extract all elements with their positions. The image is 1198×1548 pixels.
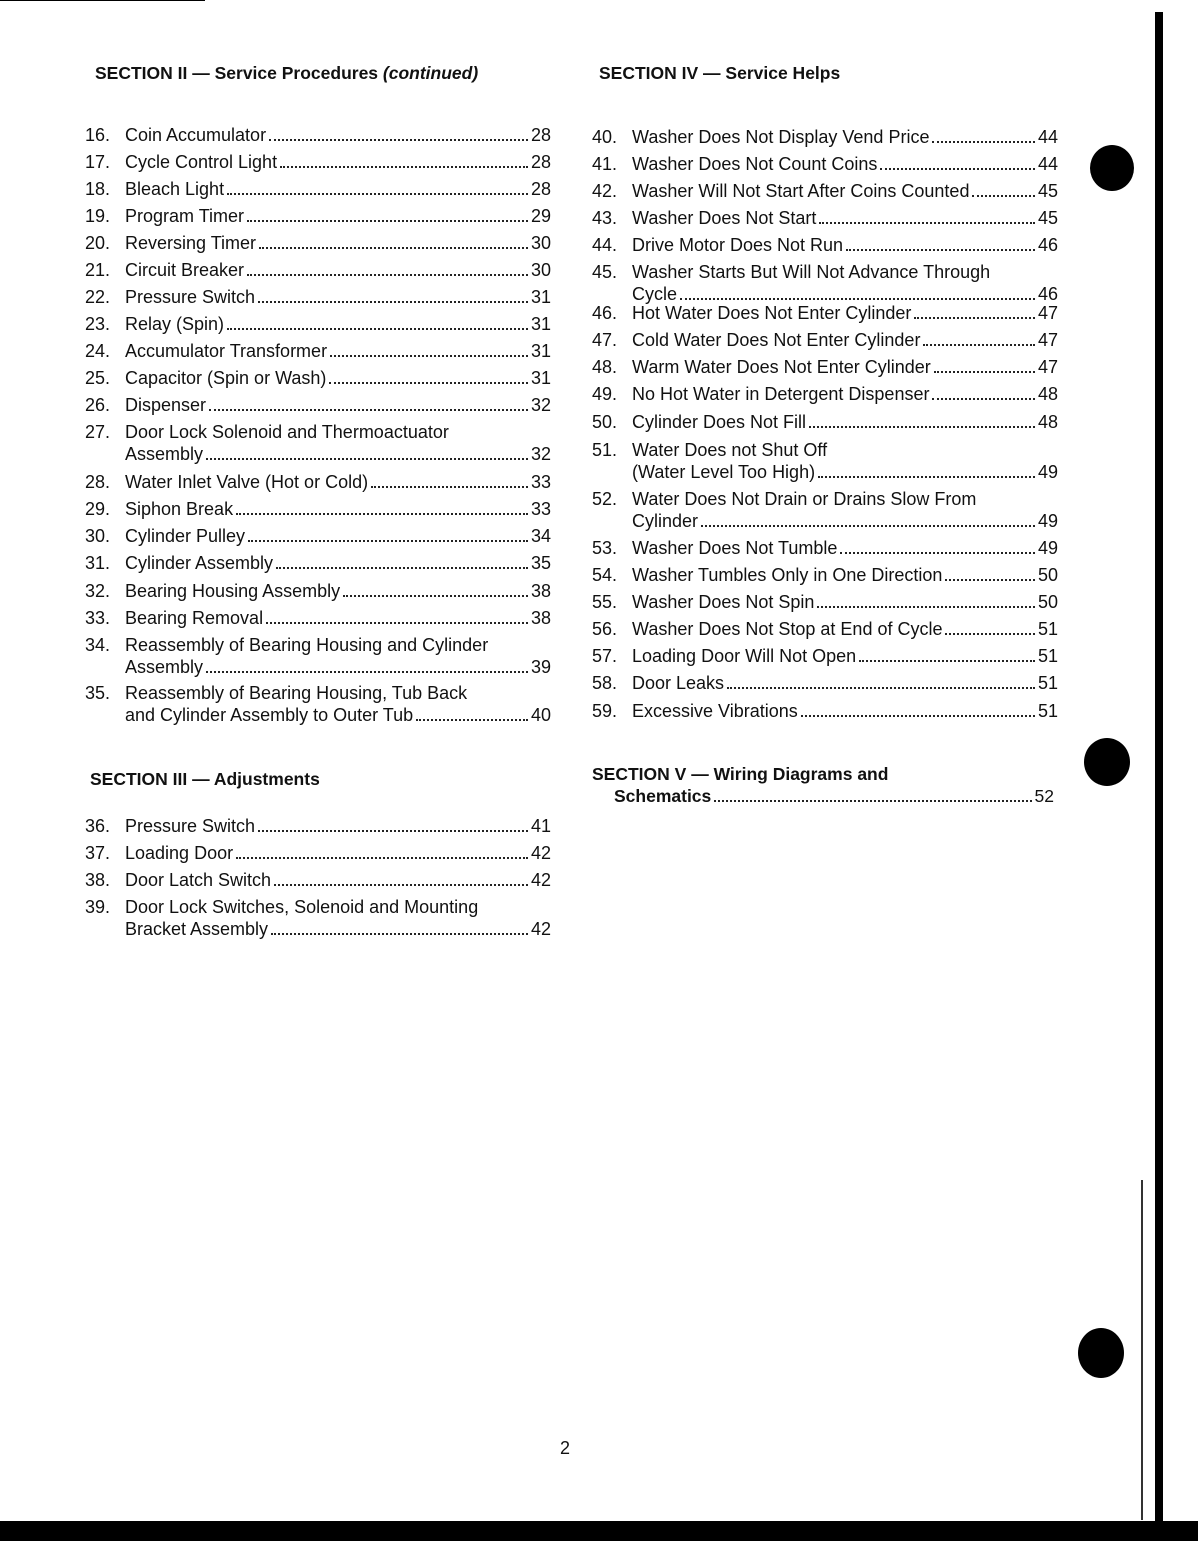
page-ref: 49 <box>1037 538 1058 558</box>
entry-number: 19. <box>85 206 111 226</box>
page-ref: 41 <box>530 816 551 836</box>
leader-dots <box>280 166 528 168</box>
toc-entry[interactable] <box>85 313 551 335</box>
entry-title: Drive Motor Does Not Run <box>632 235 844 255</box>
toc-entry[interactable] <box>85 286 551 308</box>
entry-title-cont: Cycle <box>632 284 678 304</box>
entry-number: 31. <box>85 553 111 573</box>
section-dash: — <box>187 769 214 789</box>
leader-dots <box>227 328 528 330</box>
leader-dots <box>247 274 528 276</box>
entry-title: Water Inlet Valve (Hot or Cold) <box>125 472 369 492</box>
entry-number: 47. <box>592 330 618 350</box>
page-ref: 30 <box>530 260 551 280</box>
page-ref: 31 <box>530 368 551 388</box>
entry-title-cont: Bracket Assembly <box>125 919 269 939</box>
entry-title: Washer Will Not Start After Coins Counted <box>632 181 970 201</box>
page-ref: 31 <box>530 314 551 334</box>
leader-dots <box>972 195 1035 197</box>
toc-entry[interactable] <box>592 564 1058 586</box>
entry-title: Warm Water Does Not Enter Cylinder <box>632 357 931 377</box>
leader-dots <box>727 687 1035 689</box>
section-dash: — <box>686 764 714 784</box>
entry-number: 53. <box>592 538 618 558</box>
entry-number: 25. <box>85 368 111 388</box>
entry-number: 54. <box>592 565 618 585</box>
page-ref: 33 <box>530 472 551 492</box>
entry-number: 24. <box>85 341 111 361</box>
entry-title: Program Timer <box>125 206 245 226</box>
page-ref: 35 <box>530 553 551 573</box>
leader-dots <box>932 141 1035 143</box>
entry-number: 26. <box>85 395 111 415</box>
leader-dots <box>236 513 528 515</box>
page-ref: 34 <box>530 526 551 546</box>
entry-title: Dispenser <box>125 395 207 415</box>
page-ref: 51 <box>1037 646 1058 666</box>
toc-entry[interactable] <box>592 207 1058 229</box>
page-ref: 49 <box>1037 511 1058 531</box>
entry-title: Accumulator Transformer <box>125 341 328 361</box>
page-ref: 33 <box>530 499 551 519</box>
toc-entry[interactable] <box>592 356 1058 378</box>
leader-dots <box>840 552 1035 554</box>
page-ref: 46 <box>1037 235 1058 255</box>
entry-number: 22. <box>85 287 111 307</box>
leader-dots <box>276 567 528 569</box>
scan-right-edge <box>1155 12 1163 1532</box>
punch-hole <box>1090 145 1134 191</box>
entry-title: Cylinder Assembly <box>125 553 274 573</box>
entry-number: 57. <box>592 646 618 666</box>
entry-title: Loading Door <box>125 843 234 863</box>
entry-number: 27. <box>85 422 111 442</box>
section-dash: — <box>187 63 215 83</box>
page-ref: 31 <box>530 287 551 307</box>
toc-entry[interactable] <box>85 205 551 227</box>
leader-dots <box>371 486 528 488</box>
toc-entry[interactable] <box>85 552 551 574</box>
entry-title: Pressure Switch <box>125 816 256 836</box>
leader-dots <box>258 301 528 303</box>
page-ref: 51 <box>1037 619 1058 639</box>
section-5-heading[interactable] <box>592 763 1054 807</box>
section-label: SECTION V <box>592 764 687 784</box>
entry-title: Door Lock Switches, Solenoid and Mounting <box>125 897 479 917</box>
entry-title: Reversing Timer <box>125 233 257 253</box>
entry-number: 33. <box>85 608 111 628</box>
entry-number: 52. <box>592 489 618 509</box>
entry-number: 43. <box>592 208 618 228</box>
leader-dots <box>227 193 528 195</box>
toc-entry[interactable] <box>592 261 1058 305</box>
entry-title: Door Leaks <box>632 673 725 693</box>
section-title: Service Helps <box>725 63 841 83</box>
section-2-heading <box>95 63 478 84</box>
leader-dots <box>701 525 1035 527</box>
entry-title: Bearing Housing Assembly <box>125 581 341 601</box>
entry-number: 51. <box>592 440 618 460</box>
leader-dots <box>819 222 1035 224</box>
page-ref: 42 <box>530 919 551 939</box>
entry-title: No Hot Water in Detergent Dispenser <box>632 384 930 404</box>
toc-entry[interactable] <box>592 672 1058 694</box>
page-ref: 45 <box>1037 208 1058 228</box>
entry-number: 55. <box>592 592 618 612</box>
entry-number: 58. <box>592 673 618 693</box>
page-number: 2 <box>560 1438 571 1458</box>
entry-title: Cylinder Pulley <box>125 526 246 546</box>
leader-dots <box>801 715 1035 717</box>
entry-number: 18. <box>85 179 111 199</box>
page-ref: 52 <box>1034 786 1054 806</box>
page-ref: 48 <box>1037 412 1058 432</box>
toc-entry[interactable] <box>85 340 551 362</box>
page-ref: 44 <box>1037 154 1058 174</box>
toc-entry[interactable] <box>592 180 1058 202</box>
page-ref: 45 <box>1037 181 1058 201</box>
leader-dots <box>343 595 528 597</box>
entry-title: Washer Does Not Count Coins <box>632 154 878 174</box>
leader-dots <box>818 476 1035 478</box>
section-title: Wiring Diagrams and <box>713 764 889 784</box>
page-ref: 48 <box>1037 384 1058 404</box>
toc-entry[interactable] <box>85 367 551 389</box>
leader-dots <box>330 355 528 357</box>
entry-title: Reassembly of Bearing Housing, Tub Back <box>125 683 468 703</box>
toc-entry[interactable] <box>85 842 551 864</box>
toc-entry[interactable] <box>85 232 551 254</box>
entry-title: Hot Water Does Not Enter Cylinder <box>632 303 912 323</box>
toc-entry[interactable] <box>85 607 551 629</box>
entry-title: Bearing Removal <box>125 608 264 628</box>
entry-title: Cold Water Does Not Enter Cylinder <box>632 330 921 350</box>
entry-number: 48. <box>592 357 618 377</box>
section-3-heading <box>90 769 320 790</box>
page-ref: 47 <box>1037 303 1058 323</box>
entry-number: 45. <box>592 262 618 282</box>
toc-entry[interactable] <box>85 896 551 940</box>
toc-entry[interactable] <box>592 618 1058 640</box>
leader-dots <box>266 622 528 624</box>
entry-number: 59. <box>592 701 618 721</box>
entry-title-cont: Assembly <box>125 657 204 677</box>
toc-entry[interactable] <box>85 178 551 200</box>
entry-title: Washer Tumbles Only in One Direction <box>632 565 943 585</box>
leader-dots <box>259 247 528 249</box>
entry-number: 28. <box>85 472 111 492</box>
entry-number: 49. <box>592 384 618 404</box>
entry-number: 29. <box>85 499 111 519</box>
leader-dots <box>859 660 1035 662</box>
entry-title: Bleach Light <box>125 179 225 199</box>
entry-number: 42. <box>592 181 618 201</box>
toc-entry[interactable] <box>85 124 551 146</box>
section-title: Adjustments <box>213 769 320 789</box>
toc-entry[interactable] <box>85 580 551 602</box>
scan-top-rule <box>0 0 205 1</box>
page-ref: 44 <box>1037 127 1058 147</box>
leader-dots <box>809 426 1035 428</box>
toc-entry[interactable] <box>85 498 551 520</box>
toc-entry[interactable] <box>592 329 1058 351</box>
leader-dots <box>247 220 528 222</box>
toc-entry[interactable] <box>592 488 1058 532</box>
entry-title: Coin Accumulator <box>125 125 267 145</box>
section-continued: (continued) <box>382 63 479 83</box>
leader-dots <box>269 139 528 141</box>
toc-entry[interactable] <box>85 421 551 465</box>
entry-number: 23. <box>85 314 111 334</box>
page-ref: 38 <box>530 608 551 628</box>
entry-number: 17. <box>85 152 111 172</box>
entry-number: 36. <box>85 816 111 836</box>
punch-hole <box>1084 738 1130 786</box>
leader-dots <box>817 606 1035 608</box>
page-ref: 28 <box>530 125 551 145</box>
entry-number: 21. <box>85 260 111 280</box>
toc-entry[interactable] <box>592 591 1058 613</box>
entry-title: Cycle Control Light <box>125 152 278 172</box>
page-ref: 47 <box>1037 357 1058 377</box>
entry-title: Siphon Break <box>125 499 234 519</box>
entry-number: 56. <box>592 619 618 639</box>
section-label: SECTION IV <box>599 63 699 83</box>
entry-number: 39. <box>85 897 111 917</box>
toc-entry[interactable] <box>85 394 551 416</box>
page-ref: 46 <box>1037 284 1058 304</box>
leader-dots <box>274 884 528 886</box>
leader-dots <box>206 458 528 460</box>
toc-entry[interactable] <box>592 439 1058 483</box>
entry-title-cont: and Cylinder Assembly to Outer Tub <box>125 705 414 725</box>
entry-number: 46. <box>592 303 618 323</box>
page-ref: 42 <box>530 870 551 890</box>
entry-title: Door Lock Solenoid and Thermoactuator <box>125 422 449 442</box>
leader-dots <box>271 933 528 935</box>
toc-entry[interactable] <box>592 302 1058 324</box>
page-ref: 32 <box>530 444 551 464</box>
leader-dots <box>934 371 1035 373</box>
page-ref: 28 <box>530 179 551 199</box>
leader-dots <box>258 830 528 832</box>
entry-title: Washer Does Not Tumble <box>632 538 838 558</box>
page-ref: 47 <box>1037 330 1058 350</box>
leader-dots <box>923 344 1035 346</box>
scan-right-inner-edge <box>1141 1180 1143 1520</box>
entry-title: Reassembly of Bearing Housing and Cylinder <box>125 635 489 655</box>
page-ref: 49 <box>1037 462 1058 482</box>
entry-number: 40. <box>592 127 618 147</box>
toc-entry[interactable] <box>592 383 1058 405</box>
toc-entry[interactable] <box>85 259 551 281</box>
leader-dots <box>932 398 1035 400</box>
entry-number: 38. <box>85 870 111 890</box>
entry-title: Excessive Vibrations <box>632 701 798 721</box>
leader-dots <box>945 579 1035 581</box>
toc-entry[interactable] <box>85 525 551 547</box>
page-ref: 42 <box>530 843 551 863</box>
entry-number: 34. <box>85 635 111 655</box>
leader-dots <box>945 633 1034 635</box>
entry-title: Cylinder Does Not Fill <box>632 412 807 432</box>
toc-entry[interactable] <box>592 234 1058 256</box>
toc-entry[interactable] <box>85 869 551 891</box>
entry-number: 41. <box>592 154 618 174</box>
entry-title-cont: Cylinder <box>632 511 699 531</box>
toc-entry[interactable] <box>592 153 1058 175</box>
entry-title-cont: (Water Level Too High) <box>632 462 816 482</box>
section-label: SECTION II <box>95 63 188 83</box>
page-ref: 28 <box>530 152 551 172</box>
entry-title: Washer Does Not Start <box>632 208 817 228</box>
page-ref: 50 <box>1037 565 1058 585</box>
section-label: SECTION III <box>90 769 188 789</box>
entry-title: Relay (Spin) <box>125 314 225 334</box>
toc-entry[interactable] <box>592 537 1058 559</box>
leader-dots <box>209 409 528 411</box>
punch-hole <box>1078 1328 1124 1378</box>
page-ref: 50 <box>1037 592 1058 612</box>
entry-title: Pressure Switch <box>125 287 256 307</box>
leader-dots <box>248 540 528 542</box>
entry-title: Loading Door Will Not Open <box>632 646 857 666</box>
toc-entry[interactable] <box>85 815 551 837</box>
leader-dots <box>236 857 528 859</box>
leader-dots <box>416 719 528 721</box>
toc-entry[interactable] <box>592 126 1058 148</box>
leader-dots <box>714 800 1031 802</box>
page-ref: 51 <box>1037 673 1058 693</box>
page-ref: 30 <box>530 233 551 253</box>
leader-dots <box>206 671 528 673</box>
entry-title: Door Latch Switch <box>125 870 272 890</box>
entry-title: Water Does not Shut Off <box>632 440 828 460</box>
section-4-heading <box>599 63 840 84</box>
toc-entry[interactable] <box>85 471 551 493</box>
leader-dots <box>880 168 1035 170</box>
page-ref: 32 <box>530 395 551 415</box>
page-ref: 38 <box>530 581 551 601</box>
toc-entry[interactable] <box>85 151 551 173</box>
page-ref: 39 <box>530 657 551 677</box>
leader-dots <box>680 298 1035 300</box>
toc-entry[interactable] <box>592 411 1058 433</box>
entry-title: Washer Does Not Stop at End of Cycle <box>632 619 943 639</box>
entry-title: Capacitor (Spin or Wash) <box>125 368 327 388</box>
entry-number: 20. <box>85 233 111 253</box>
section-title: Service Procedures <box>214 63 383 83</box>
toc-entry[interactable] <box>85 634 551 678</box>
section-title-cont: Schematics <box>614 786 712 806</box>
section-dash: — <box>698 63 726 83</box>
entry-number: 16. <box>85 125 111 145</box>
entry-title: Washer Starts But Will Not Advance Through <box>632 262 991 282</box>
entry-title: Circuit Breaker <box>125 260 245 280</box>
page-ref: 40 <box>530 705 551 725</box>
entry-number: 35. <box>85 683 111 703</box>
entry-number: 44. <box>592 235 618 255</box>
entry-title: Water Does Not Drain or Drains Slow From <box>632 489 977 509</box>
page-ref: 31 <box>530 341 551 361</box>
toc-entry[interactable] <box>85 682 551 726</box>
page-ref: 29 <box>530 206 551 226</box>
leader-dots <box>329 382 528 384</box>
entry-number: 30. <box>85 526 111 546</box>
entry-title: Washer Does Not Display Vend Price <box>632 127 930 147</box>
toc-entry[interactable] <box>592 645 1058 667</box>
entry-title: Washer Does Not Spin <box>632 592 815 612</box>
toc-entry[interactable] <box>592 700 1058 722</box>
entry-number: 37. <box>85 843 111 863</box>
leader-dots <box>846 249 1035 251</box>
entry-title-cont: Assembly <box>125 444 204 464</box>
entry-number: 32. <box>85 581 111 601</box>
leader-dots <box>914 317 1035 319</box>
page-ref: 51 <box>1037 701 1058 721</box>
scan-bottom-edge <box>0 1521 1198 1541</box>
entry-number: 50. <box>592 412 618 432</box>
